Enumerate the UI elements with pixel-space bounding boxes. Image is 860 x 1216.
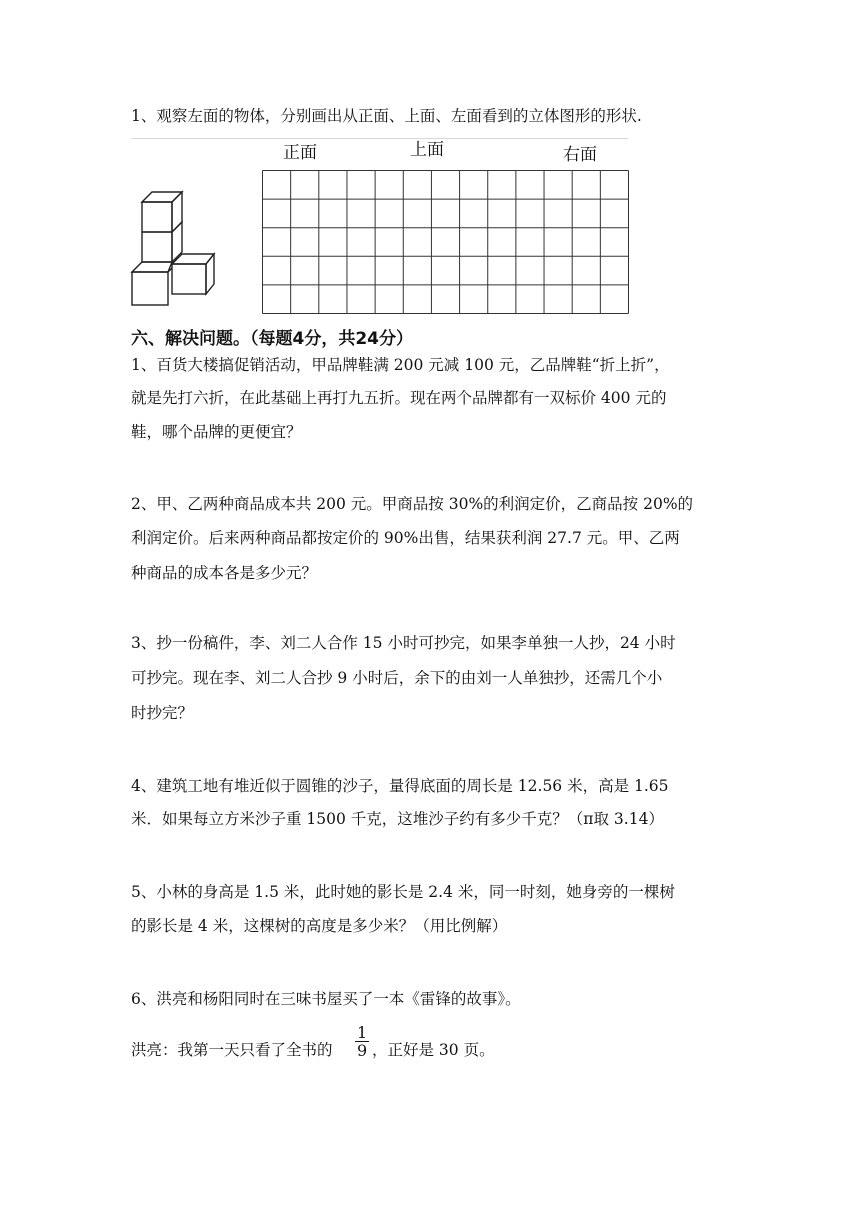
top-view-label: 上面 (410, 140, 444, 160)
problem-3-line-1: 3、抄一份稿件，李、刘二人合作 15 小时可抄完，如果李单独一人抄，24 小时 (131, 634, 676, 652)
problem-3-line-3: 时抄完？ (131, 704, 194, 722)
problem-1-line-2: 就是先打六折，在此基础上再打九五折。现在两个品牌都有一双标价 400 元的 (131, 389, 667, 407)
drawing-grid[interactable] (262, 170, 629, 314)
problem-2-line-3: 种商品的成本各是多少元？ (131, 564, 318, 582)
problem-5-line-1: 5、小林的身高是 1.5 米，此时她的影长是 2.4 米，同一时刻，她身旁的一棵树 (131, 883, 675, 901)
fraction-denominator: 9 (357, 1041, 368, 1060)
problem-4-line-2: 米．如果每立方米沙子重 1500 千克，这堆沙子约有多少千克？（π取 3.14） (131, 810, 664, 828)
problem-2-line-2: 利润定价。后来两种商品都按定价的 90%出售，结果获利润 27.7 元。甲、乙两 (131, 529, 680, 547)
problem-4-line-1: 4、建筑工地有堆近似于圆锥的沙子，量得底面的周长是 12.56 米，高是 1.65 (131, 777, 669, 795)
section-title: 六、解决问题。（每题4分，共24分） (131, 329, 413, 349)
problem-2-line-1: 2、甲、乙两种商品成本共 200 元。甲商品按 30%的利润定价，乙商品按 20%的 (131, 495, 694, 513)
divider (131, 138, 628, 139)
problem-3-line-2: 可抄完。现在李、刘二人合抄 9 小时后，余下的由刘一人单独抄，还需几个小 (131, 669, 663, 687)
fraction-one-ninth (355, 1024, 369, 1059)
front-view-label: 正面 (283, 143, 317, 163)
problem-1-line-3: 鞋，哪个品牌的更便宜？ (131, 423, 302, 441)
dialogue-before: 洪亮：我第一天只看了全书的 (131, 1041, 333, 1059)
right-view-label: 右面 (563, 145, 597, 165)
cube-stack-figure (128, 186, 220, 308)
fraction-numerator: 1 (357, 1023, 368, 1042)
problem-6-line-1: 6、洪亮和杨阳同时在三味书屋买了一本《雷锋的故事》。 (131, 990, 521, 1008)
problem-5-line-2: 的影长是 4 米，这棵树的高度是多少米？（用比例解） (131, 917, 508, 935)
problem-1-line-1: 1、百货大楼搞促销活动，甲品牌鞋满 200 元减 100 元，乙品牌鞋“折上折”， (131, 356, 670, 374)
dialogue-after: ，正好是 30 页。 (372, 1041, 495, 1059)
observe-task-text: 1、观察左面的物体，分别画出从正面、上面、左面看到的立体图形的形状. (131, 107, 642, 125)
